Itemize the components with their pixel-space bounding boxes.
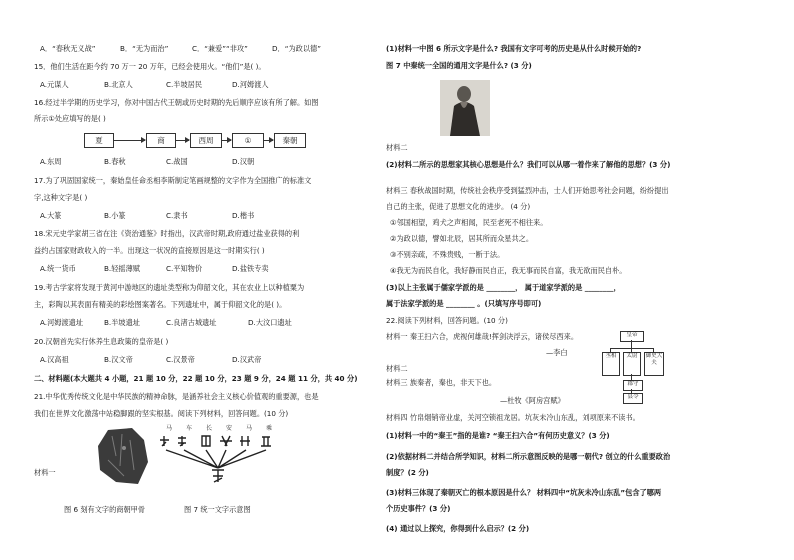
q20-option-d: D.汉武帝 xyxy=(232,355,262,364)
sequence-box-1: 夏 xyxy=(84,133,114,148)
q19-stem-line1: 19.考古学家将发现于黄河中游地区的遗址类型称为仰韶文化，其在农业上以种植粟为 xyxy=(34,283,305,292)
q15-option-a: A.元谋人 xyxy=(40,80,69,89)
q21-part1-line2: 图 7 中秦统一全国的通用文字是什么? (3 分) xyxy=(386,61,532,70)
quote-4: ④我无为而民自化，我好静而民自正，我无事而民自富，我无欲而民自朴。 xyxy=(390,266,627,275)
q15-option-c: C.半坡居民 xyxy=(166,80,203,89)
q18-stem-line1: 18.宋元史学家胡三省在注《资治通鉴》时指出，汉武帝时期,政府通过盐业获得的利 xyxy=(34,229,300,238)
q16-option-d: D.汉朝 xyxy=(232,157,255,166)
sequence-arrow xyxy=(113,140,145,141)
section-2-heading: 二、材料题(本大题共 4 小题，21 题 10 分，22 题 10 分，23 题 9 分，24 题 11 分，共 40 分) xyxy=(34,374,358,383)
q16-stem-line1: 16.经过半学期的历史学习，你对中国古代王朝或历史时期的先后顺序应该有所了解。如图 xyxy=(34,98,319,107)
quote-3: ③不别亲疏，不殊贵贱，一断于法。 xyxy=(390,250,505,259)
q22-part3-line1: (3)材料三体现了秦朝灭亡的根本原因是什么？ 材料四中“坑灰未冷山东乱”包含了哪两 xyxy=(386,488,662,497)
q22-part1: (1)材料一中的“秦王”指的是谁? “秦王扫六合”有何历史意义？(3 分) xyxy=(386,431,610,440)
q19-stem-line2: 主，彩陶以其表面有精美的彩绘图案著名。下列遗址中，属于仰韶文化的是( )。 xyxy=(34,300,287,309)
q14-option-d: D．“为政以德” xyxy=(272,44,321,53)
q22-material-2-label: 材料二 xyxy=(386,364,408,373)
diagram-char: 马 xyxy=(246,425,253,432)
q17-stem-line2: 字,这种文字是( ) xyxy=(34,193,88,202)
q18-option-a: A.统一货币 xyxy=(40,264,76,273)
q15-option-b: B.北京人 xyxy=(104,80,133,89)
org-chancellor: 丞相 xyxy=(602,352,620,376)
diagram-char: 乘 xyxy=(266,425,273,432)
q19-option-c: C.良渚古城遗址 xyxy=(166,318,217,327)
sequence-box-4: ① xyxy=(232,133,264,148)
q16-stem-line2: 所示①处应填写的是( ) xyxy=(34,114,106,123)
q18-option-c: C.平知物价 xyxy=(166,264,203,273)
q18-option-d: D.盐铁专卖 xyxy=(232,264,269,273)
thinker-portrait xyxy=(440,80,490,136)
org-censor: 御史大夫 xyxy=(644,352,664,376)
diagram-char: 马 xyxy=(166,425,173,432)
oracle-bone-image xyxy=(94,426,150,486)
q17-option-a: A.大篆 xyxy=(40,211,62,220)
sequence-arrow xyxy=(175,140,189,141)
q21-part3-line1: (3)以上主张属于儒家学派的是 ________， 属于道家学派的是 ________， xyxy=(386,283,621,292)
sequence-box-2: 商 xyxy=(146,133,176,148)
q22-part4: (4) 通过以上探究，你得到什么启示？(2 分) xyxy=(386,524,530,533)
q21-stem-line2: 我们在世界文化激荡中站稳脚跟的坚实根基。阅读下列材料，回答问题。(10 分) xyxy=(34,409,289,418)
diagram-char: 安 xyxy=(226,425,233,432)
figure-6-caption: 图 6 刻有文字的商朝甲骨 xyxy=(64,505,146,514)
q21-part1-line1: (1)材料一中图 6 所示文字是什么? 我国有文字可考的历史是从什么时候开始的? xyxy=(386,44,642,53)
q22-part3-line2: 个历史事件？(3 分) xyxy=(386,504,451,513)
org-defender: 太尉 xyxy=(623,352,641,376)
q19-option-d: D.大汶口遗址 xyxy=(248,318,292,327)
q20-option-b: B.汉文帝 xyxy=(104,355,133,364)
q14-option-b: B．“无为而治” xyxy=(120,44,169,53)
sequence-box-5: 秦朝 xyxy=(274,133,306,148)
quote-1: ①邻国相望，鸡犬之声相闻，民至老死不相往来。 xyxy=(390,218,548,227)
sequence-arrow xyxy=(263,140,273,141)
q17-option-c: C.隶书 xyxy=(166,211,188,220)
q22-part2-line1: (2)依据材料二并结合所学知识，材料二所示意图反映的是哪一朝代? 创立的什么重要政治 xyxy=(386,452,671,461)
org-prefect: 郡守 xyxy=(623,380,643,391)
q19-option-a: A.河姆渡遗址 xyxy=(40,318,84,327)
org-magistrate: 县令 xyxy=(623,393,643,404)
q22-material-3: 材料三 族秦者，秦也，非天下也。 xyxy=(386,378,497,387)
figure-7-caption: 图 7 统一文字示意图 xyxy=(184,505,251,514)
q20-option-a: A.汉高祖 xyxy=(40,355,69,364)
q16-option-c: C.战国 xyxy=(166,157,188,166)
material-2-label: 材料二 xyxy=(386,143,408,152)
org-line xyxy=(610,348,654,349)
q14-option-c: C．“兼爱”“非攻” xyxy=(192,44,248,53)
q15-stem: 15．他们生活在距今约 70 万一 20 万年，已经会使用火。“他们”是( )。 xyxy=(34,62,266,71)
q22-material-3-source: —杜牧《阿房宫赋》 xyxy=(500,396,565,405)
q21-part3-line2: 属于法家学派的是 ________ 。(只填写序号即可) xyxy=(386,299,542,308)
q22-material-4: 材料四 竹帛烟销帝业虚，关河空锁祖龙居。坑灰未冷山东乱，刘项原来不读书。 xyxy=(386,413,640,422)
q16-option-a: A.东周 xyxy=(40,157,62,166)
q22-material-1: 材料一 秦王扫六合，虎视何雄哉!挥剑决浮云，诸侯尽西来。 xyxy=(386,332,579,341)
quote-2: ②为政以德，譬如北辰，居其所而众星共之。 xyxy=(390,234,534,243)
q18-option-b: B.轻摇薄赋 xyxy=(104,264,140,273)
q21-stem-line1: 21.中华优秀传统文化是中华民族的精神命脉，是涵养社会主义核心价值观的重要源，也是 xyxy=(34,392,319,401)
q17-option-d: D.楷书 xyxy=(232,211,255,220)
q20-stem: 20.汉朝首先实行休养生息政策的皇帝是( ) xyxy=(34,337,169,346)
q17-stem-line1: 17.为了巩固国家统一，秦始皇任命丞相李斯制定笔画规整的文字作为全国推广的标准文 xyxy=(34,176,312,185)
material-3-line1: 材料三 春秋战国时期，传统社会秩序受到猛烈冲击，士人们开始思考社会问题，纷纷提出 xyxy=(386,186,669,195)
q15-option-d: D.河姆渡人 xyxy=(232,80,269,89)
sequence-box-3: 西周 xyxy=(190,133,222,148)
q22-material-1-source: —李白 xyxy=(546,348,568,357)
q22-part2-line2: 制度？(2 分) xyxy=(386,468,429,477)
q16-option-b: B.春秋 xyxy=(104,157,126,166)
q14-option-a: A．“春秋无义战” xyxy=(40,44,96,53)
diagram-char: 长 xyxy=(206,425,213,432)
diagram-char: 车 xyxy=(186,425,193,432)
script-variants-graphic xyxy=(158,434,288,484)
q17-option-b: B.小篆 xyxy=(104,211,126,220)
q19-option-b: B.半坡遗址 xyxy=(104,318,140,327)
org-emperor: 皇帝 xyxy=(620,331,644,342)
q21-part2: (2)材料二所示的思想家其核心思想是什么？我们可以从哪一着作来了解他的思想？(3 分) xyxy=(386,160,671,169)
material-1-label: 材料一 xyxy=(34,468,56,477)
q18-stem-line2: 益约占国家财政收入的一半。出现这一状况的直接原因是这一时期实行( ) xyxy=(34,246,265,255)
material-3-line2: 自己的主张，促进了思想文化的进步。 (4 分) xyxy=(386,202,531,211)
q22-stem: 22.阅读下列材料，回答问题。(10 分) xyxy=(386,316,508,325)
sequence-arrow xyxy=(221,140,231,141)
q20-option-c: C.汉景帝 xyxy=(166,355,195,364)
org-line xyxy=(631,340,632,348)
